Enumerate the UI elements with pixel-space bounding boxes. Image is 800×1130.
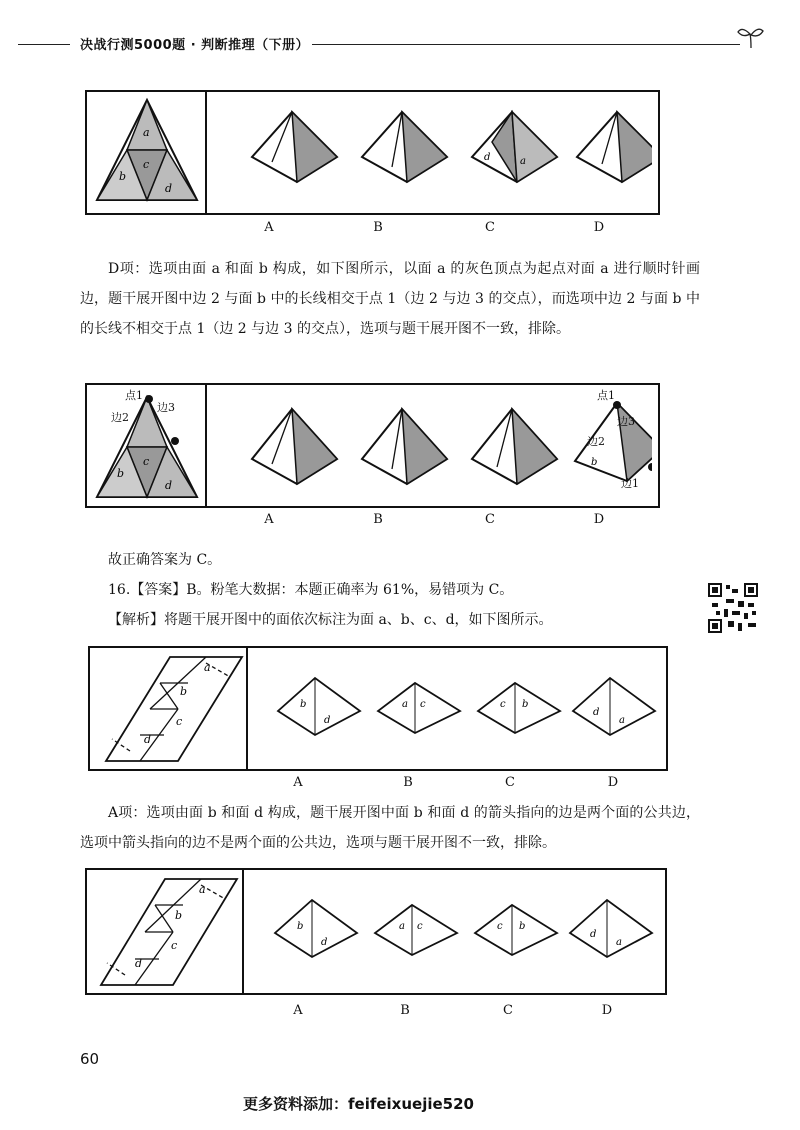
figure-1-label-c: C: [485, 220, 495, 235]
figure-2-label-a: A: [264, 512, 274, 527]
svg-text:d: d: [324, 715, 331, 726]
figure-3-label-b: B: [403, 775, 413, 790]
svg-text:d: d: [593, 707, 600, 718]
svg-text:d: d: [144, 733, 152, 746]
figure-2: [85, 383, 660, 508]
running-header: 决战行测5000题 · 判断推理（下册）: [80, 38, 310, 53]
left-edge-2-label: 边2: [111, 411, 129, 424]
svg-text:a: a: [204, 661, 211, 674]
svg-text:b: b: [522, 699, 529, 710]
page-number: 60: [80, 1050, 100, 1068]
figure-1: [85, 90, 660, 215]
figure-4-label-b: B: [400, 1003, 410, 1018]
figure-4-label-a: A: [293, 1003, 303, 1018]
svg-text:d: d: [590, 929, 597, 940]
svg-text:d: d: [484, 152, 491, 163]
figure-3-label-c: C: [505, 775, 515, 790]
question-16-analysis: 【解析】将题干展开图中的面依次标注为面 a、b、c、d，如下图所示。: [108, 612, 553, 628]
figure-1-label-d: D: [593, 220, 605, 235]
answer-15: 故正确答案为 C。: [108, 552, 222, 568]
figure-2-label-b: B: [373, 512, 383, 527]
svg-text:a: a: [143, 126, 150, 139]
svg-text:c: c: [497, 921, 503, 932]
svg-text:c: c: [417, 921, 423, 932]
svg-text:b: b: [591, 457, 598, 468]
question-16-answer: 16.【答案】B。粉笔大数据：本题正确率为 61%，易错项为 C。: [108, 582, 514, 598]
option-pyramids: [212, 102, 652, 192]
svg-text:c: c: [171, 939, 178, 952]
svg-text:b: b: [519, 921, 526, 932]
svg-text:c: c: [143, 455, 150, 468]
sprout-icon: [736, 24, 766, 50]
right-edge-3-label: 边3: [617, 415, 635, 428]
svg-text:a: a: [402, 699, 408, 710]
figure-4: [85, 868, 667, 995]
svg-text:a: a: [520, 156, 526, 167]
header-rule-left: [18, 44, 70, 45]
net-diagram-marked: [91, 389, 203, 503]
svg-text:b: b: [297, 921, 304, 932]
figure-3-label-a: A: [293, 775, 303, 790]
option-pyramids-marked: [212, 399, 652, 494]
svg-text:a: a: [616, 937, 622, 948]
figure-2-label-c: C: [485, 512, 495, 527]
svg-text:b: b: [119, 170, 127, 183]
strip-net-diagram: [100, 653, 245, 765]
figure-1-label-a: A: [264, 220, 274, 235]
net-diagram: [91, 96, 203, 210]
right-edge-1-label: 边1: [621, 477, 639, 490]
svg-text:d: d: [165, 479, 173, 492]
svg-text:c: c: [420, 699, 426, 710]
qr-code-icon: [708, 583, 758, 633]
figure-3: [88, 646, 668, 771]
svg-text:d: d: [165, 182, 173, 195]
svg-text:d: d: [135, 957, 143, 970]
option-pyramids-2: [260, 663, 660, 753]
footer-contact: 更多资料添加：feifeixuejie520: [243, 1095, 474, 1113]
left-point-1-label: 点1: [125, 389, 143, 402]
option-a-explanation: A项：选项由面 b 和面 d 构成，题干展开图中面 b 和面 d 的箭头指向的边是两个面的公共边，选项中箭头指向的边不是两个面的公共边，选项与题干展开图不一致，排除。: [80, 805, 700, 851]
strip-net-diagram-2: [95, 875, 240, 989]
header-rule-right: [312, 44, 740, 45]
svg-text:c: c: [176, 715, 183, 728]
figure-1-label-b: B: [373, 220, 383, 235]
figure-4-label-c: C: [503, 1003, 513, 1018]
svg-text:b: b: [300, 699, 307, 710]
right-point-1-label: 点1: [597, 389, 615, 402]
svg-text:a: a: [619, 715, 625, 726]
svg-text:b: b: [117, 467, 125, 480]
svg-text:d: d: [321, 937, 328, 948]
svg-text:b: b: [180, 685, 188, 698]
left-edge-3-label: 边3: [157, 401, 175, 414]
svg-text:c: c: [143, 158, 150, 171]
svg-text:c: c: [500, 699, 506, 710]
svg-text:a: a: [399, 921, 405, 932]
option-pyramids-3: [257, 885, 657, 975]
right-edge-2-label: 边2: [587, 435, 605, 448]
figure-4-label-d: D: [601, 1003, 613, 1018]
figure-3-label-d: D: [607, 775, 619, 790]
svg-text:a: a: [199, 883, 206, 896]
svg-text:b: b: [175, 909, 183, 922]
option-d-explanation: D项：选项由面 a 和面 b 构成，如下图所示，以面 a 的灰色顶点为起点对面 a 进行顺时针画边，题干展开图中边 2 与面 b 中的长线相交于点 1（边 2 与边 3 的交点），而选项中边 2 与面 b 中的长线不相交于点 1（边 2 与边 3 的交点），选项与题干展开图不一致，排除。: [80, 261, 700, 337]
figure-2-label-d: D: [593, 512, 605, 527]
